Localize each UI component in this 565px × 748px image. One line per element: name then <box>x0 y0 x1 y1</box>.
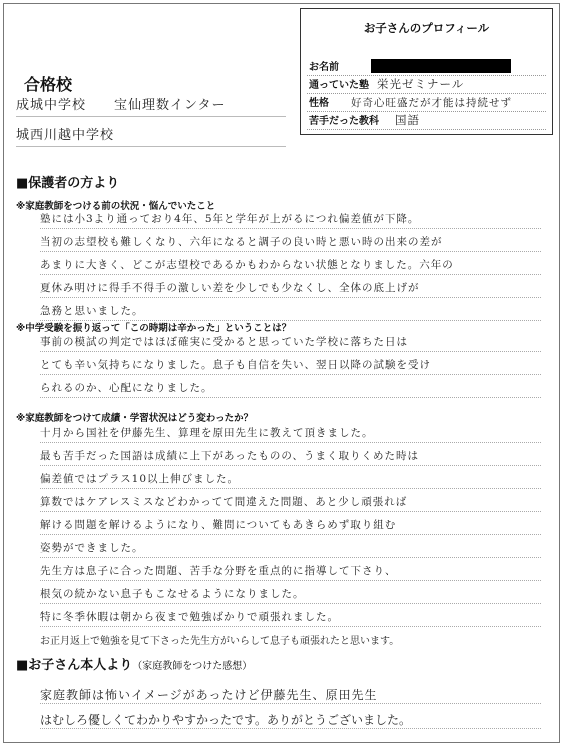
rule <box>40 274 541 275</box>
answer-3-line: 特に冬季休暇は朝から夜まで勉強ばかりで頑張れました。 <box>40 611 339 623</box>
rule <box>40 703 541 704</box>
answer-2-line: とても辛い気持ちになりました。息子も自信を失い、翌日以降の試験を受け <box>40 359 431 371</box>
child-answer-line: はむしろ優しくてわかりやすかったです。ありがとうございました。 <box>40 713 412 727</box>
rule <box>40 603 541 604</box>
rule <box>40 465 541 466</box>
rule <box>40 626 541 627</box>
rule <box>40 488 541 489</box>
profile-value: 好奇心旺盛だが才能は持続せず <box>351 97 512 109</box>
answer-3-line: 最も苦手だった国語は成績に上下があったものの、うまく取りくめた時は <box>40 450 419 462</box>
parent-heading: ■保護者の方より <box>16 176 120 191</box>
profile-row-juku <box>307 75 546 94</box>
profile-row-personality <box>307 93 546 112</box>
schools-heading: 合格校 <box>24 75 73 94</box>
answer-2-line: られるのか、心配になりました。 <box>40 382 213 394</box>
answer-3-line: お正月返上で勉強を見て下さった先生方がいらして息子も頑張れたと思います。 <box>40 636 400 647</box>
rule <box>40 511 541 512</box>
answer-1-line: 急務と思いました。 <box>40 305 144 317</box>
answer-1-line: 塾には小3より通っており4年、5年と学年が上がるにつれ偏差値が下降。 <box>40 213 420 225</box>
profile-row-subject <box>307 111 546 130</box>
school-line-1: 成城中学校 宝仙理数インター <box>16 94 286 117</box>
profile-row-name <box>307 57 546 76</box>
answer-1-line: 夏休み明けに得手不得手の激しい差を少しでも少なくし、全体の底上げが <box>40 282 420 294</box>
profile-label: お名前 <box>309 62 339 73</box>
profile-label: 性格 <box>309 98 329 109</box>
question-2: ※中学受験を振り返って「この時期は辛かった」ということは？ <box>16 323 292 334</box>
redacted-name <box>371 59 511 73</box>
rule <box>40 374 541 375</box>
rule <box>40 557 541 558</box>
rule <box>40 580 541 581</box>
profile-label: 通っていた塾 <box>309 80 369 91</box>
answer-3-line: 十月から国社を伊藤先生、算理を原田先生に教えて頂きました。 <box>40 427 374 439</box>
answer-1-line: 当初の志望校も難しくなり、六年になると調子の良い時と悪い時の出来の差が <box>40 236 443 248</box>
question-1: ※家庭教師をつける前の状況・悩んでいたこと <box>16 201 216 212</box>
answer-3-line: 先生方は息子に合った問題、苦手な分野を重点的に指導して下さり、 <box>40 565 397 577</box>
answer-1-line: あまりに大きく、どこが志望校であるかもわからない状態となりました。六年の <box>40 259 454 271</box>
child-answer-line: 家庭教師は怖いイメージがあったけど伊藤先生、原田先生 <box>40 688 378 702</box>
answer-2-line: 事前の模試の判定ではほぼ確実に受かると思っていた学校に落ちた日は <box>40 336 408 348</box>
rule <box>40 728 541 729</box>
profile-value: 国語 <box>395 113 420 127</box>
rule <box>40 534 541 535</box>
answer-3-line: 根気の続かない息子もこなせるようになりました。 <box>40 588 305 600</box>
profile-box <box>300 8 553 135</box>
profile-label: 苦手だった教科 <box>309 116 379 127</box>
child-heading <box>16 654 252 673</box>
answer-3-line: 姿勢ができました。 <box>40 542 144 554</box>
profile-title: お子さんのプロフィール <box>363 21 490 35</box>
school-line-2: 城西川越中学校 <box>16 124 286 147</box>
rule <box>40 251 541 252</box>
profile-value: 栄光ゼミナール <box>377 77 465 91</box>
rule <box>40 442 541 443</box>
rule <box>40 297 541 298</box>
rule <box>40 397 541 398</box>
answer-3-line: 偏差値ではプラス10以上伸びました。 <box>40 473 240 485</box>
rule <box>40 228 541 229</box>
answer-3-line: 算数ではケアレスミスなどわかってて間違えた問題、あと少し頑張れば <box>40 496 408 508</box>
question-3: ※家庭教師をつけて成績・学習状況はどう変わったか？ <box>16 413 254 424</box>
answer-3-line: 解ける問題を解けるようになり、難問についてもあきらめず取り組む <box>40 519 397 531</box>
child-heading-text: ■お子さん本人より <box>16 658 133 673</box>
child-heading-sub: （家庭教師をつけた感想） <box>132 661 253 672</box>
rule <box>40 351 541 352</box>
